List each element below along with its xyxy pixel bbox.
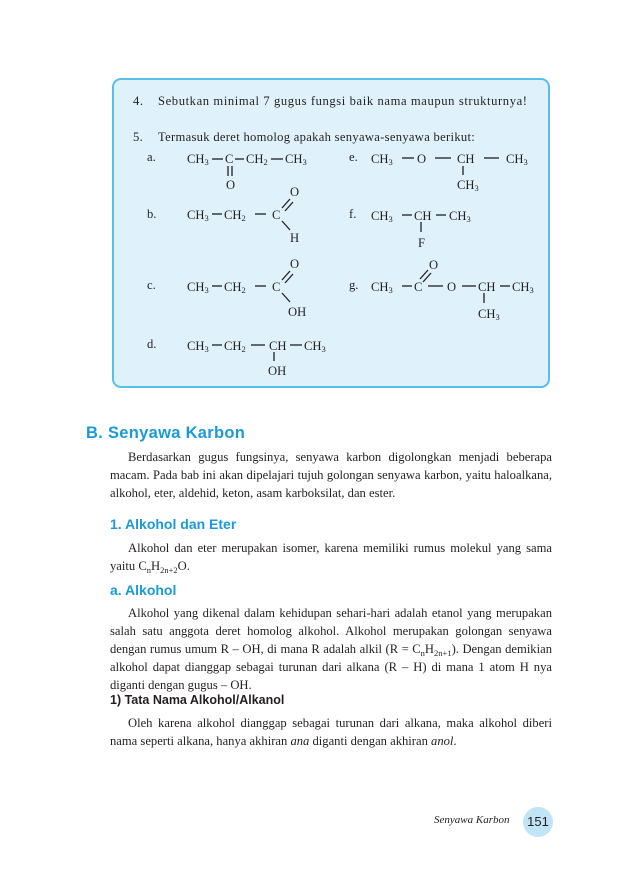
sub-1a-paragraph — [110, 714, 552, 750]
atom-ch2: $CH_2$ — [224, 208, 246, 223]
atom-oh: OH — [268, 364, 287, 378]
atom-c: C — [414, 280, 423, 294]
paragraph: Alkohol yang dikenal dalam kehidupan sehari-hari adalah etanol yang merupakan salah satu anggota deret homolog alkohol. Alkohol merupakan golongan senyawa dengan rumus umum R – OH, di mana R adalah alkil $(R = C_nH_{2n+1})$. Dengan demikian alkohol dapat dianggap sebagai turunan dari alkana (R – H) di mana 1 atom H nya diganti dengan gugus – OH. — [110, 606, 552, 692]
atom-o: O — [290, 185, 300, 199]
atom-o: O — [447, 280, 457, 294]
atom-ch3: $CH_3$ — [478, 307, 500, 322]
question-5 — [133, 128, 543, 146]
atom-o: O — [290, 257, 300, 271]
atom-ch3: $CH_3$ — [449, 209, 471, 224]
atom-o: O — [417, 152, 427, 166]
atom-oh: OH — [288, 305, 307, 319]
atom-o: O — [429, 258, 439, 272]
question-number: 5. — [133, 130, 144, 144]
item-label-f: f. — [349, 207, 357, 221]
atom-c: C — [225, 152, 234, 166]
paragraph: Oleh karena alkohol dianggap sebagai turunan dari alkana, maka alkohol diberi nama seperti alkana, hanya akhiran ana diganti dengan akhiran anol. — [110, 716, 552, 748]
subsection-title: 1. Alkohol dan Eter — [110, 516, 237, 532]
paragraph: Berdasarkan gugus fungsinya, senyawa karbon digolongkan menjadi beberapa macam. Pada bab ini akan dipelajari tujuh golongan senyawa karbon, yaitu haloalkana, alkohol, eter, aldehid, keton, asam karboksilat, dan ester. — [110, 450, 552, 500]
exercise-box — [112, 78, 550, 388]
atom-ch2: $CH_2$ — [246, 152, 268, 167]
atom-h: H — [290, 231, 300, 245]
atom-f: F — [418, 236, 426, 250]
subsection-title: a. Alkohol — [110, 582, 177, 598]
atom-o: O — [226, 178, 236, 192]
sub-a-paragraph — [110, 604, 552, 694]
section-intro — [110, 448, 552, 502]
atom-ch3: $CH_3$ — [371, 209, 393, 224]
item-label-b: b. — [147, 207, 157, 221]
item-label-g: g. — [349, 278, 359, 292]
atom-ch: CH — [457, 152, 475, 166]
item-label-c: c. — [147, 278, 156, 292]
item-label-d: d. — [147, 337, 157, 351]
atom-ch2: $CH_2$ — [224, 280, 246, 295]
atom-c: C — [272, 208, 281, 222]
atom-ch3: $CH_3$ — [187, 208, 209, 223]
paragraph: Alkohol dan eter merupakan isomer, karena memiliki rumus molekul yang sama yaitu $C_nH_{2n+2}O$. — [110, 541, 552, 575]
question-4 — [133, 92, 543, 110]
atom-ch3: $CH_3$ — [187, 152, 209, 167]
sub1-paragraph — [110, 539, 552, 575]
atom-ch: CH — [269, 339, 287, 353]
section-title: B. Senyawa Karbon — [86, 424, 246, 442]
atom-ch3: $CH_3$ — [285, 152, 307, 167]
atom-ch3: $CH_3$ — [187, 339, 209, 354]
question-number: 4. — [133, 94, 144, 108]
atom-ch3: $CH_3$ — [506, 152, 528, 167]
page-number-badge: 151 — [523, 807, 553, 837]
atom-ch3: $CH_3$ — [304, 339, 326, 354]
running-footer: Senyawa Karbon — [434, 814, 510, 826]
atom-ch3: $CH_3$ — [187, 280, 209, 295]
atom-ch3: $CH_3$ — [512, 280, 534, 295]
atom-ch: CH — [414, 209, 432, 223]
question-text: Termasuk deret homolog apakah senyawa-senyawa berikut: — [158, 130, 476, 144]
atom-ch3: $CH_3$ — [371, 280, 393, 295]
subsubsection-title: 1) Tata Nama Alkohol/Alkanol — [110, 693, 285, 707]
atom-ch3: $CH_3$ — [457, 178, 479, 193]
item-label-e: e. — [349, 150, 358, 164]
atom-ch2: $CH_2$ — [224, 339, 246, 354]
atom-ch: CH — [478, 280, 496, 294]
atom-ch3: $CH_3$ — [371, 152, 393, 167]
question-text: Sebutkan minimal 7 gugus fungsi baik nama maupun strukturnya! — [158, 94, 528, 108]
item-label-a: a. — [147, 150, 156, 164]
atom-c: C — [272, 280, 281, 294]
